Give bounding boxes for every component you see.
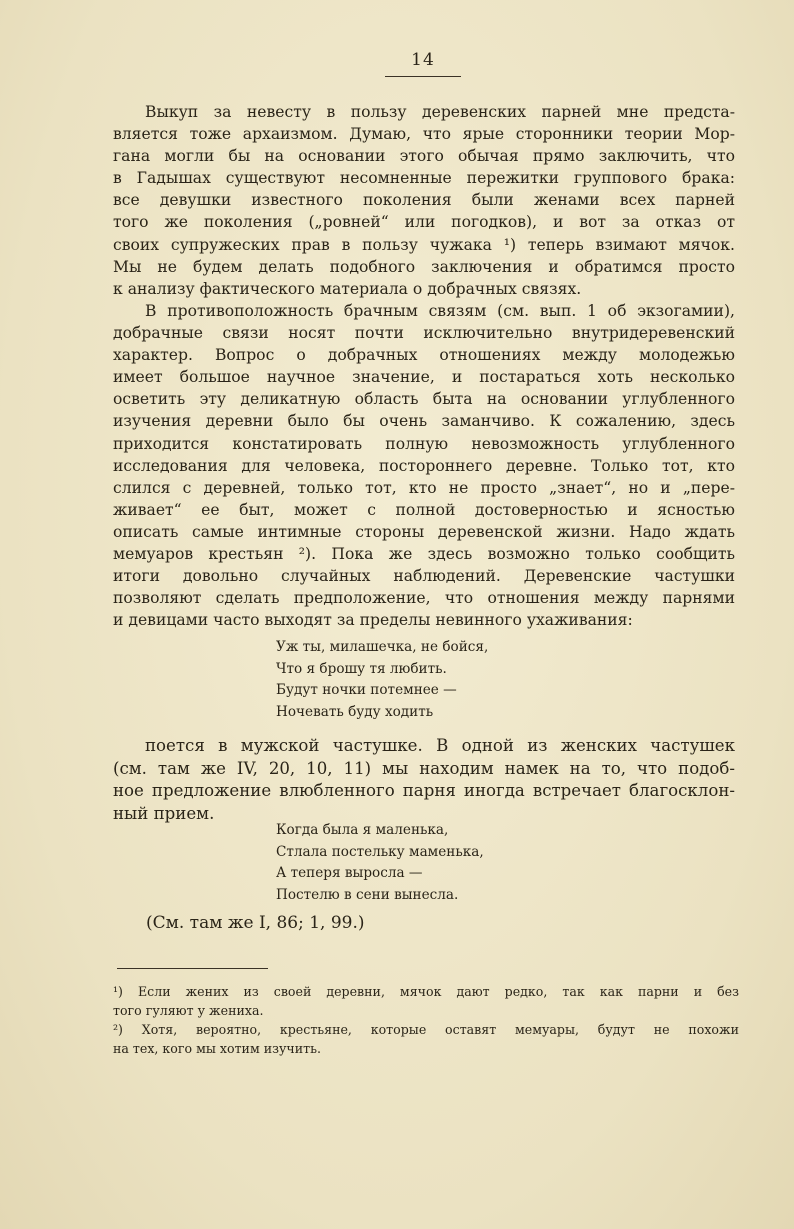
text-line: мемуаров крестьян ²). Пока же здесь возможно только сообщить — [113, 545, 735, 564]
text-line: Мы не будем делать подобного заключения и обратимся просто — [113, 257, 735, 276]
text-line: к анализу фактического материала о добрачных связях. — [113, 279, 582, 298]
footnote-line: того гуляют у жениха. — [113, 1002, 264, 1018]
text-line: своих супружеских прав в пользу чужака ¹) теперь взимают мячок. — [113, 235, 735, 254]
text-line: того же поколения („ровней“ или погодков), и вот за отказ от — [113, 213, 735, 232]
text-line: (см. там же IV, 20, 10, 11) мы находим намек на то, что подоб- — [113, 758, 735, 778]
paragraph-1 — [113, 101, 735, 300]
text-line: изучения деревни было бы очень заманчиво. К сожалению, здесь — [113, 412, 735, 431]
verse-2 — [276, 820, 484, 907]
footnote-rule — [117, 968, 268, 969]
text-line: все девушки известного поколения были женами всех парней — [113, 191, 735, 210]
text-line: характер. Вопрос о добрачных отношениях между молодежью — [113, 346, 735, 365]
verse-line: Уж ты, милашечка, не бойся, — [276, 639, 489, 655]
text-line: добрачные связи носят почти исключительно внутридеревенский — [113, 324, 735, 343]
text-line: вляется тоже архаизмом. Думаю, что ярые сторонники теории Мор- — [113, 125, 735, 144]
text-line: Выкуп за невесту в пользу деревенских парней мне предста- — [145, 103, 735, 121]
text-line: имеет большое научное значение, и постараться хоть несколько — [113, 368, 735, 387]
text-line: ный прием. — [113, 803, 215, 823]
footnotes — [113, 983, 739, 1059]
text-line: описать самые интимные стороны деревенской жизни. Надо ждать — [113, 522, 735, 541]
verse-line: Постелю в сени вынесла. — [276, 887, 459, 904]
text-line: ное предложение влюбленного парня иногда встречает благосклон- — [113, 781, 735, 800]
verse-line: Стлала постельку маменька, — [276, 843, 484, 860]
text-line: осветить эту деликатную область быта на основании углубленного — [113, 390, 735, 409]
text-line: приходится констатировать полную невозможность углубленного — [113, 434, 735, 453]
source-reference: (См. там же I, 86; 1, 99.) — [146, 913, 365, 933]
footnote-line: на тех, кого мы хотим изучить. — [113, 1040, 321, 1056]
page-number: 14 — [411, 50, 435, 70]
verse-line: Когда была я маленька, — [276, 822, 449, 838]
verse-line: Ночевать буду ходить — [276, 704, 434, 721]
text-line: живает“ ее быт, может с полной достоверностью и ясностью — [113, 500, 735, 519]
verse-line: А теперя выросла — — [276, 865, 423, 882]
text-line: поется в мужской частушке. В одной из женских частушек — [145, 736, 735, 755]
paragraph-3 — [113, 735, 735, 825]
paragraph-2 — [113, 300, 735, 631]
text-line: позволяют сделать предположение, что отношения между парнями — [113, 589, 735, 608]
verse-line: Будут ночки потемнее — — [276, 682, 457, 699]
footnote-line: ²) Хотя, вероятно, крестьяне, которые оставят мемуары, будут не похожи — [113, 1021, 739, 1037]
text-line: гана могли бы на основании этого обычая прямо заключить, что — [113, 147, 735, 166]
text-line: В противоположность брачным связям (см. вып. 1 об экзогамии), — [145, 302, 735, 320]
verse-line: Что я брошу тя любить. — [276, 660, 447, 677]
text-line: в Гадышах существуют несомненные пережитки группового брака: — [113, 169, 735, 188]
text-line: слился с деревней, только тот, кто не просто „знает“, но и „пере- — [113, 478, 735, 497]
footnote-line: ¹) Если жених из своей деревни, мячок дают редко, так как парни и без — [113, 984, 739, 999]
verse-1 — [276, 637, 488, 724]
page-number-rule — [385, 76, 461, 77]
text-line: и девицами часто выходят за пределы невинного ухаживания: — [113, 611, 633, 630]
text-line: итоги довольно случайных наблюдений. Деревенские частушки — [113, 567, 735, 586]
text-line: исследования для человека, постороннего деревне. Только тот, кто — [113, 456, 735, 475]
